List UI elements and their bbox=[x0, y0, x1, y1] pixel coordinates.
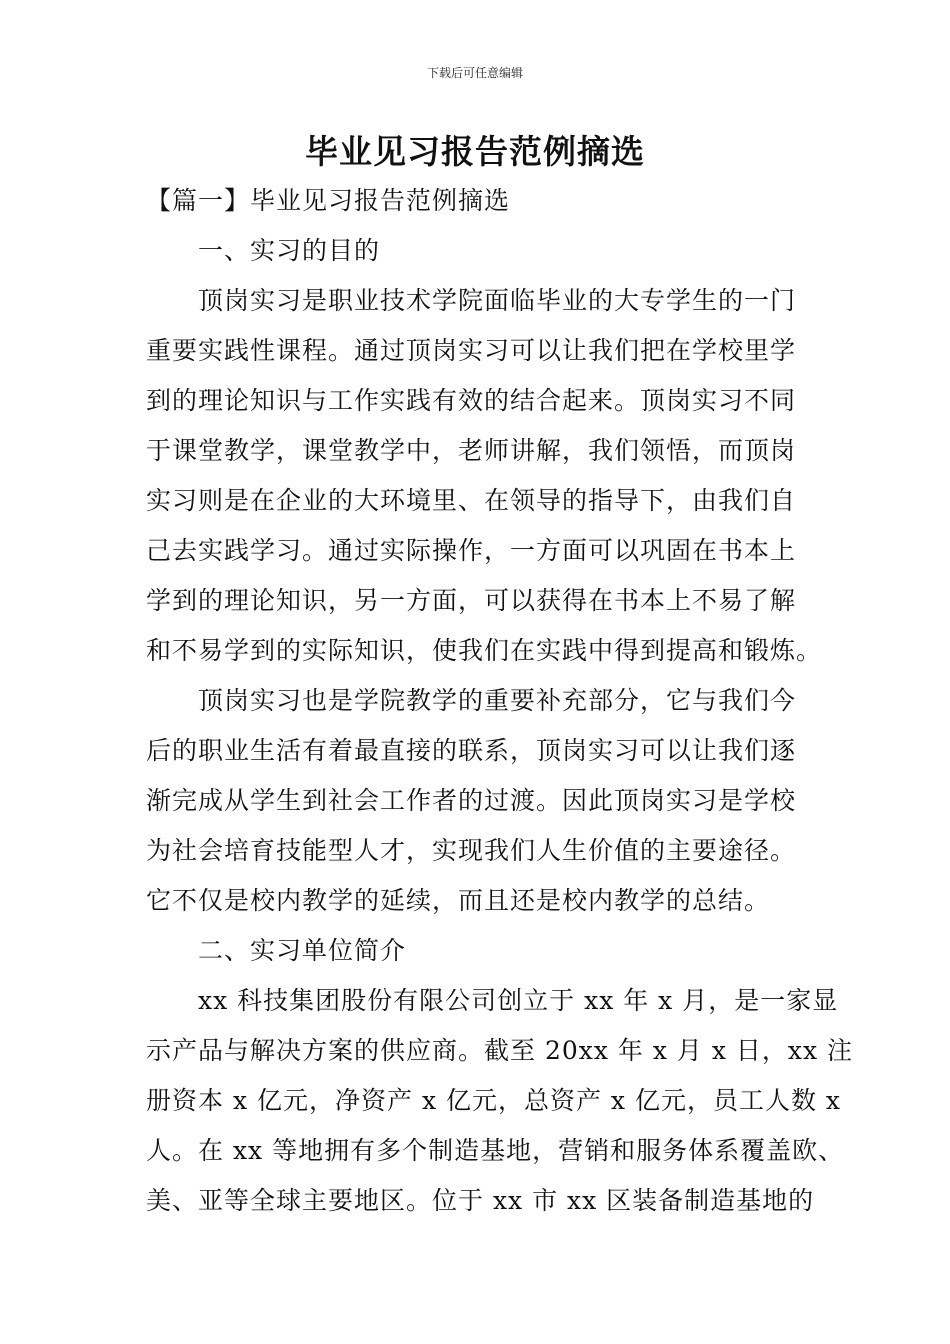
paragraph-line: 它不仅是校内教学的延续，而且还是校内教学的总结。 bbox=[146, 886, 771, 915]
paragraph-line: 学到的理论知识，另一方面，可以获得在书本上不易了解 bbox=[146, 586, 797, 615]
document-body bbox=[146, 176, 854, 1226]
paragraph-line: 顶岗实习也是学院教学的重要补充部分，它与我们今 bbox=[198, 686, 797, 715]
paragraph-line: 人。在 xx 等地拥有多个制造基地，营销和服务体系覆盖欧、 bbox=[146, 1136, 845, 1165]
paragraph-line: 美、亚等全球主要地区。位于 xx 市 xx 区装备制造基地的 bbox=[146, 1186, 815, 1215]
paragraph-line: 示产品与解决方案的供应商。截至 20xx 年 x 月 x 日，xx 注 bbox=[146, 1036, 854, 1065]
paragraph-line: 渐完成从学生到社会工作者的过渡。因此顶岗实习是学校 bbox=[146, 786, 797, 815]
paragraph-line: 于课堂教学，课堂教学中，老师讲解，我们领悟，而顶岗 bbox=[146, 436, 797, 465]
paragraph-line: 己去实践学习。通过实际操作，一方面可以巩固在书本上 bbox=[146, 536, 797, 565]
paragraph-line: 后的职业生活有着最直接的联系，顶岗实习可以让我们逐 bbox=[146, 736, 797, 765]
paragraph-line: 顶岗实习是职业技术学院面临毕业的大专学生的一门 bbox=[198, 286, 797, 315]
header-note: 下载后可任意编辑 bbox=[426, 66, 523, 80]
paragraph-line: 实习则是在企业的大环境里、在领导的指导下，由我们自 bbox=[146, 486, 797, 515]
section-label: 【篇一】毕业见习报告范例摘选 bbox=[146, 186, 511, 215]
paragraph-line: 重要实践性课程。通过顶岗实习可以让我们把在学校里学 bbox=[146, 336, 797, 365]
document-title: 毕业见习报告范例摘选 bbox=[305, 132, 645, 171]
paragraph-line: 册资本 x 亿元，净资产 x 亿元，总资产 x 亿元，员工人数 x bbox=[146, 1086, 842, 1115]
paragraph-line: 和不易学到的实际知识，使我们在实践中得到提高和锻炼。 bbox=[146, 636, 823, 665]
paragraph-line: xx 科技集团股份有限公司创立于 xx 年 x 月，是一家显 bbox=[198, 986, 839, 1015]
paragraph-line: 为社会培育技能型人才，实现我们人生价值的主要途径。 bbox=[146, 836, 797, 865]
heading-company-intro: 二、实习单位简介 bbox=[198, 936, 407, 965]
paragraph-line: 到的理论知识与工作实践有效的结合起来。顶岗实习不同 bbox=[146, 386, 797, 415]
heading-purpose: 一、实习的目的 bbox=[198, 236, 381, 265]
